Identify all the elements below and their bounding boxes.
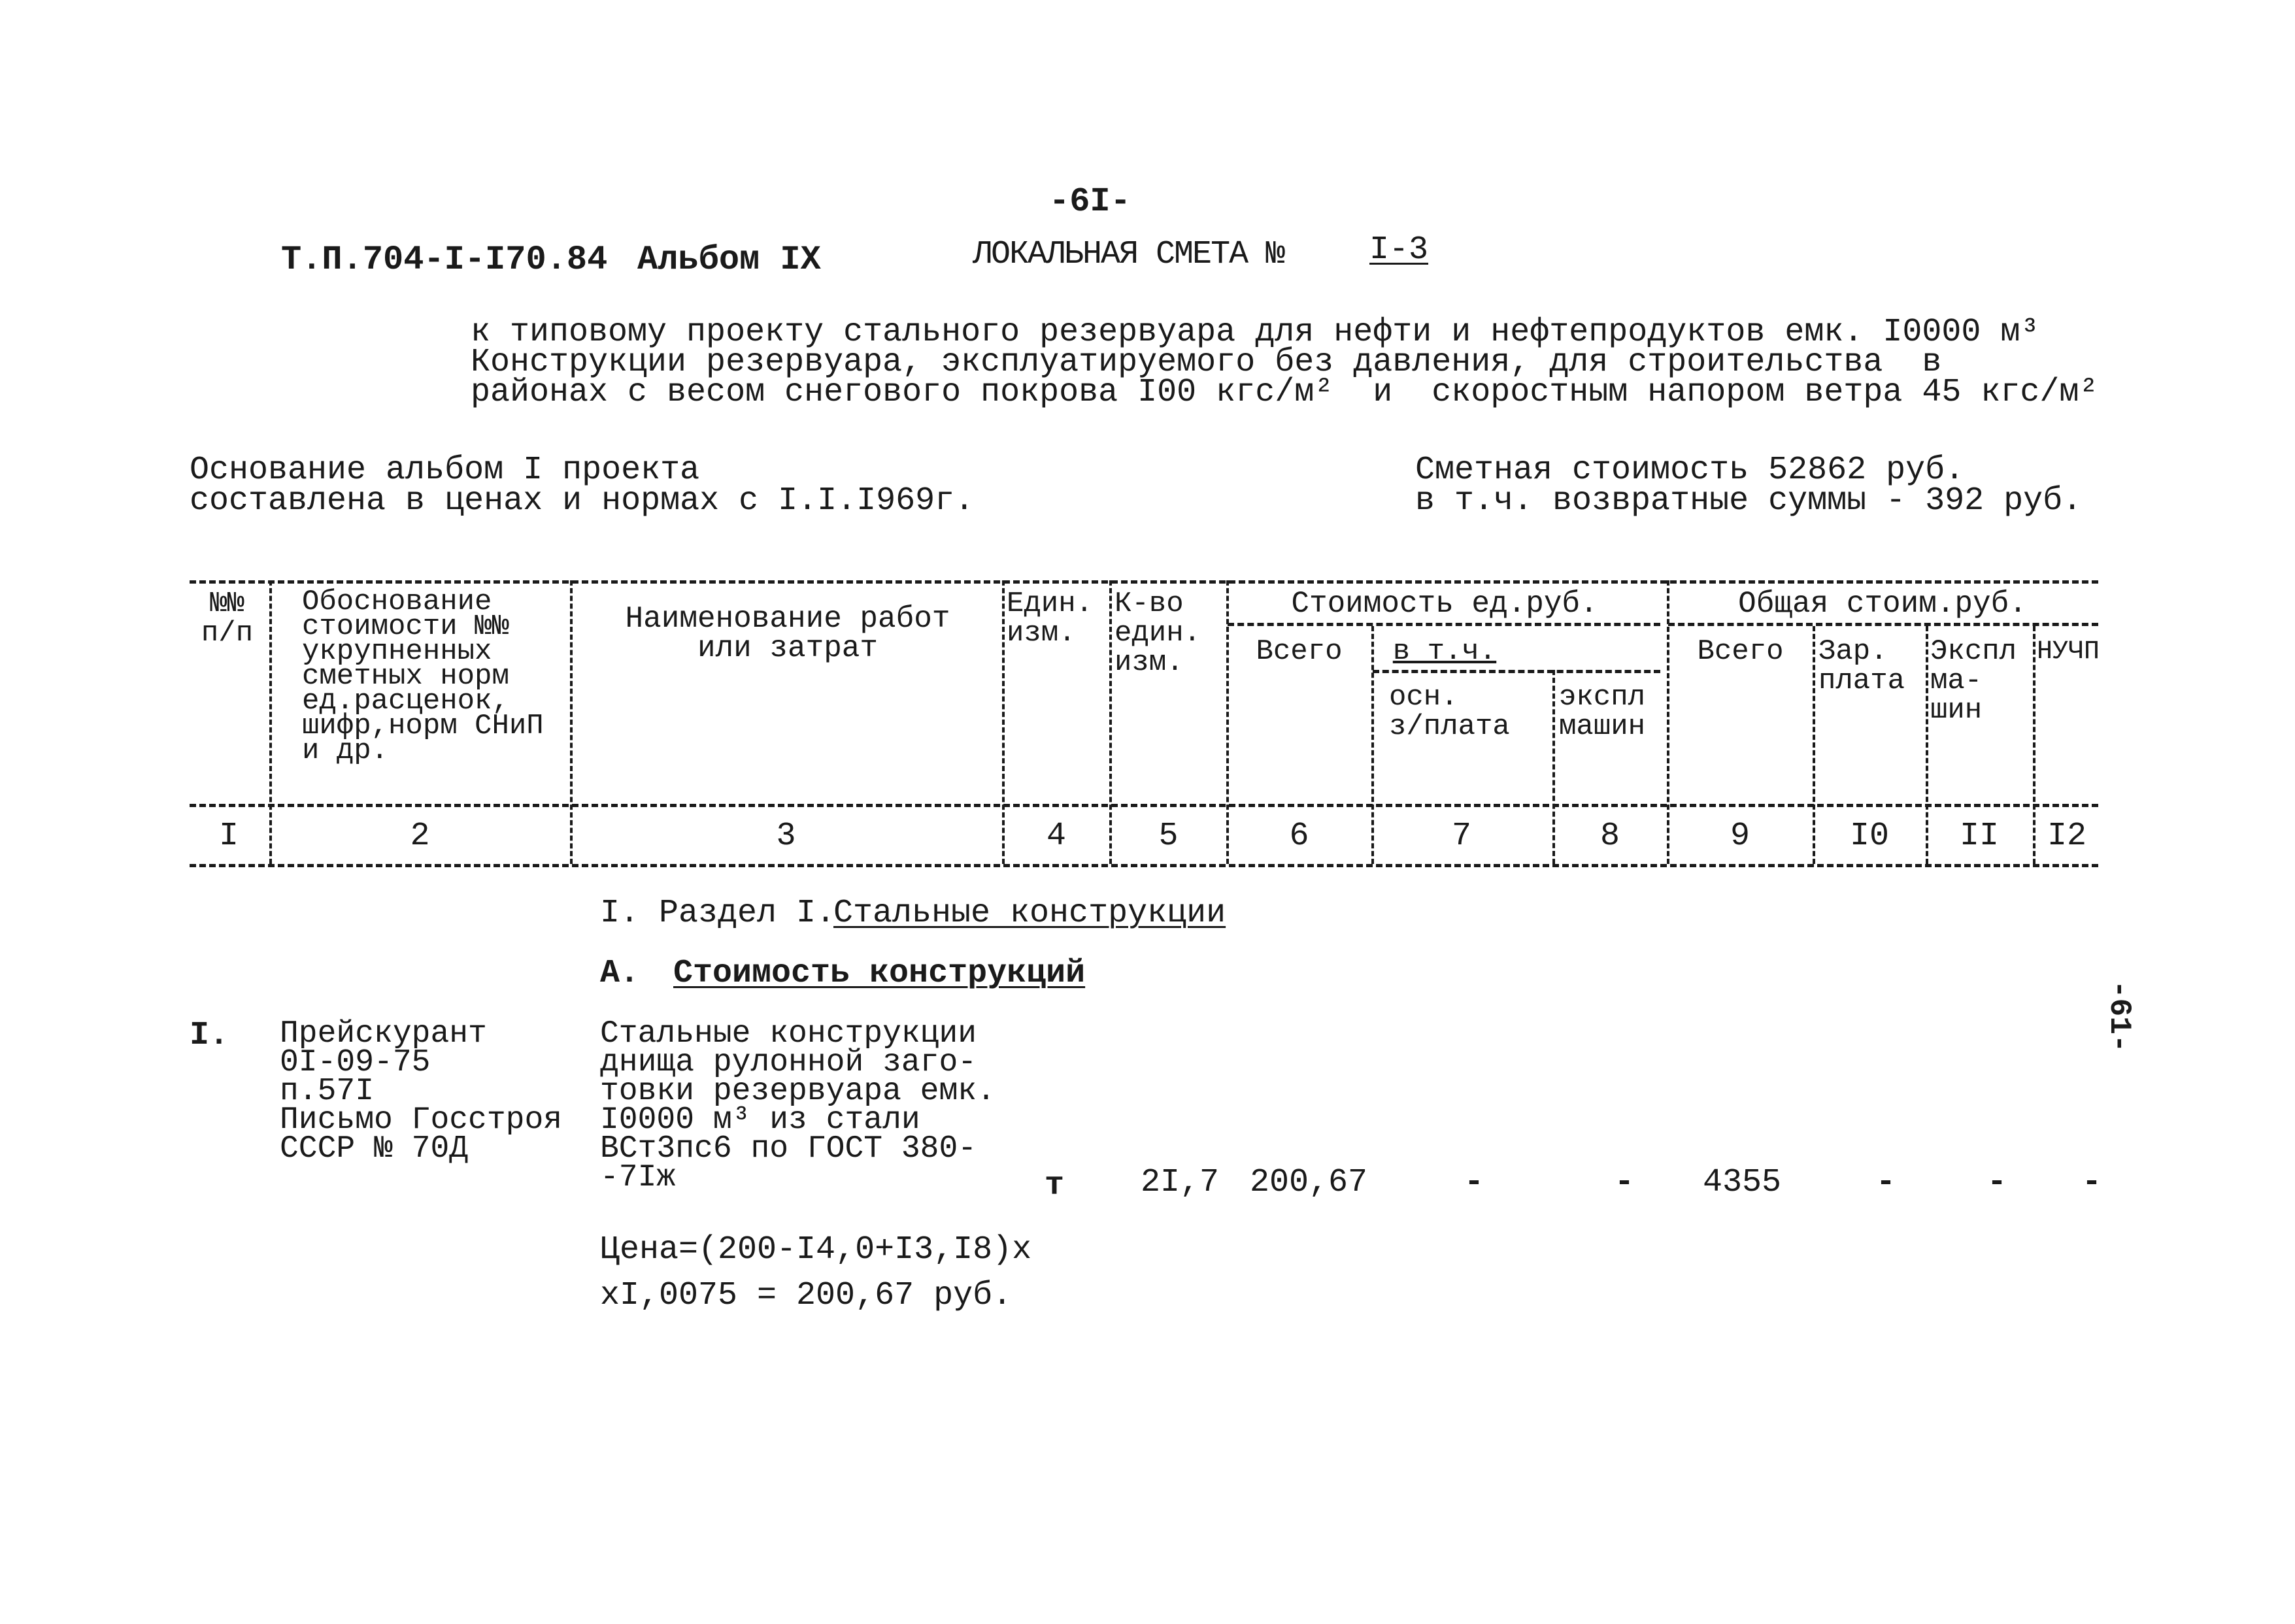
colnum-4: 4 — [1046, 818, 1066, 855]
colnum-6: 6 — [1289, 818, 1309, 855]
item-unit-total: 200,67 — [1250, 1164, 1368, 1201]
cost-line-2: в т.ч. возвратные суммы - 392 руб. — [1415, 482, 2083, 520]
doc-code: Т.П.704-I-I70.84 — [281, 240, 608, 279]
header-col-6: Всего — [1256, 635, 1343, 668]
colnum-5: 5 — [1158, 818, 1179, 855]
item-unit-wage: - — [1464, 1164, 1484, 1201]
colnum-1: I — [218, 818, 239, 855]
section-name: Стальные конструкции — [833, 895, 1226, 932]
colnum-7: 7 — [1451, 818, 1471, 855]
item-number: I. — [190, 1017, 229, 1054]
item-total-nuchp: - — [2082, 1164, 2102, 1201]
colnum-8: 8 — [1600, 818, 1620, 855]
item-total: 4355 — [1703, 1164, 1782, 1201]
header-col-1: №№ п/п — [201, 588, 254, 650]
header-col-10: Зар. плата — [1818, 635, 1905, 697]
header-col-2: Обоснование стоимости №№ укрупненных сметных норм ед.расценок, шифр,норм СНиП и др. — [302, 586, 544, 767]
smeta-title: ЛОКАЛЬНАЯ СМЕТА № — [973, 236, 1284, 273]
header-col-9: Всего — [1697, 635, 1784, 668]
price-formula-line-2: хI,0075 = 200,67 руб. — [600, 1277, 1013, 1314]
item-unit-mach: - — [1615, 1164, 1635, 1201]
table-top-rule — [190, 580, 2098, 584]
subsection-name: Стоимость конструкций — [673, 955, 1086, 992]
header-col-11: Экспл ма- шин — [1930, 635, 2017, 727]
colnum-3: 3 — [776, 818, 796, 855]
table-header-bottom-rule — [190, 804, 2098, 807]
colnum-11: II — [1959, 818, 1999, 855]
header-col-8: экспл машин — [1559, 681, 1646, 743]
header-group-unit-cost: Стоимость ед.руб. — [1291, 587, 1598, 621]
basis-line-2: составлена в ценах и нормах с I.I.I969г. — [190, 482, 975, 520]
colnum-12: I2 — [2047, 818, 2086, 855]
item-total-mach: - — [1987, 1164, 2007, 1201]
group1-rule — [1228, 623, 1660, 626]
header-col-4: Един. изм. — [1007, 588, 1094, 650]
item-name: Стальные конструкции днища рулонной заго- товки резервуара емк. I0000 м³ из стали ВСт3пс6 по ГОСТ 380- -7Iж — [600, 1016, 996, 1195]
header-group-total-cost: Общая стоим.руб. — [1738, 587, 2027, 621]
colnum-10: I0 — [1849, 818, 1889, 855]
incl-rule — [1373, 670, 1660, 673]
subtitle-line-1: к типовому проекту стального резервуара для нефти и нефтепродуктов емк. I0000 м³ — [471, 314, 2040, 351]
cost-line-1: Сметная стоимость 52862 руб. — [1415, 452, 1965, 489]
subtitle-line-3: районах с весом снегового покрова I00 кгс/м² и скоростным напором ветра 45 кгс/м² — [471, 374, 2099, 411]
album-label: Альбом IX — [637, 240, 821, 279]
colnum-2: 2 — [410, 818, 430, 855]
colnum-9: 9 — [1730, 818, 1750, 855]
page-number: -6I- — [1049, 182, 1131, 221]
item-total-wage: - — [1876, 1164, 1896, 1201]
subtitle-line-2: Конструкции резервуара, эксплуатируемого без давления, для строительства в — [471, 344, 1942, 381]
header-including: в т.ч. — [1392, 635, 1497, 668]
section-heading: I. Раздел I. — [600, 895, 836, 932]
table-numbers-bottom-rule — [190, 864, 2098, 867]
basis-line-1: Основание альбом I проекта — [190, 452, 700, 489]
side-page-number: -61- — [2102, 980, 2136, 1053]
smeta-number: I-3 — [1369, 231, 1429, 269]
item-qty: 2I,7 — [1141, 1164, 1220, 1201]
header-col-3: Наименование работ или затрат — [625, 602, 950, 665]
price-formula-line-1: Цена=(200-I4,0+I3,I8)х — [600, 1231, 1032, 1268]
header-col-7: осн. з/плата — [1389, 681, 1510, 743]
header-col-5: К-во един. изм. — [1114, 588, 1201, 679]
header-col-12: НУЧП — [2037, 637, 2100, 667]
item-basis: Прейскурант 0I-09-75 п.57I Письмо Госстроя СССР № 70Д — [280, 1016, 563, 1167]
subsection-heading: А. — [600, 955, 640, 992]
item-unit: т — [1045, 1167, 1065, 1204]
